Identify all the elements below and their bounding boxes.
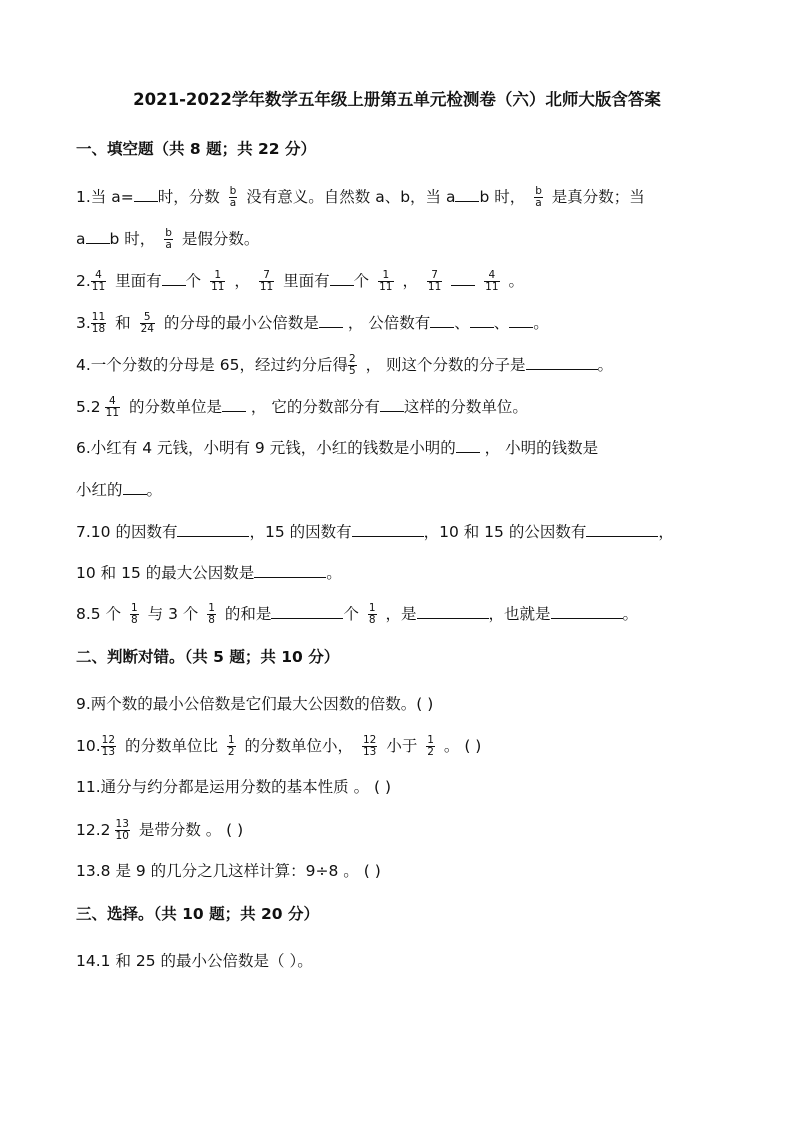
question-12: 12.2 $\frac{13}{10}$ 是带分数 。 ( ): [76, 818, 244, 842]
fraction: $\frac{7}{11}$: [259, 269, 274, 293]
fraction: $\frac{5}{24}$: [140, 311, 154, 335]
fraction: $\frac{1}{8}$: [131, 602, 138, 626]
answer-blank[interactable]: [271, 603, 343, 619]
question-1-line-2: a b 时， $\frac{b}{a}$ 是假分数。: [76, 227, 260, 251]
answer-blank[interactable]: [586, 521, 658, 537]
fraction: $\frac{b}{a}$: [229, 185, 237, 209]
question-7-line-2: 10 和 15 的最大公因数是 。: [76, 564, 342, 582]
answer-blank[interactable]: [509, 312, 533, 328]
fraction: $\frac{12}{13}$: [101, 734, 116, 758]
fraction: $\frac{1}{2}$: [427, 734, 434, 758]
answer-blank[interactable]: [254, 562, 326, 578]
fraction: $\frac{1}{8}$: [368, 602, 376, 626]
fraction: $\frac{1}{11}$: [211, 269, 225, 293]
fraction: $\frac{1}{2}$: [227, 734, 235, 758]
answer-blank[interactable]: [162, 270, 186, 286]
question-2: 2. $\frac{4}{11}$ 里面有 个 $\frac{1}{11}$ ， $\frac{7}{11}$ 里面有 个 $\frac{1}{11}$ ， $\frac{7}{11}$ $\frac{4}{11}$ 。: [76, 269, 524, 293]
question-1-line-1: 1.当 a= 时，分数 $\frac{b}{a}$ 没有意义。自然数 a、b，当 a b 时， $\frac{b}{a}$ 是真分数；当: [76, 185, 645, 209]
answer-blank[interactable]: [456, 437, 480, 453]
question-6-line-1: 6.小红有 4 元钱，小明有 9 元钱，小红的钱数是小明的 ， 小明的钱数是: [76, 439, 599, 457]
answer-blank[interactable]: [551, 603, 623, 619]
fraction: $\frac{12}{13}$: [363, 734, 377, 758]
question-6-line-2: 小红的 。: [76, 481, 163, 499]
answer-blank[interactable]: [330, 270, 354, 286]
fraction: $\frac{11}{18}$: [91, 311, 106, 335]
answer-blank[interactable]: [123, 479, 147, 495]
answer-blank[interactable]: [319, 312, 343, 328]
fraction: $\frac{2}{5}$: [348, 353, 356, 377]
question-13: 13.8 是 9 的几分之几这样计算：9÷8 。 ( ): [76, 862, 381, 880]
section-true-false: 二、判断对错。（共 5 题；共 10 分）: [76, 648, 340, 666]
question-3: 3. $\frac{11}{18}$ 和 $\frac{5}{24}$ 的分母的最小公倍数是 ， 公倍数有 、 、 。: [76, 311, 549, 335]
fraction: $\frac{b}{a}$: [165, 227, 172, 251]
question-5: 5.2 $\frac{4}{11}$ 的分数单位是 ， 它的分数部分有 这样的分数单位。: [76, 395, 528, 419]
fraction: $\frac{1}{11}$: [379, 269, 393, 293]
answer-blank[interactable]: [470, 312, 494, 328]
answer-blank[interactable]: [222, 396, 246, 412]
answer-blank[interactable]: [526, 354, 598, 370]
answer-blank[interactable]: [455, 186, 479, 202]
section-choice: 三、选择。（共 10 题；共 20 分）: [76, 905, 319, 923]
fraction: $\frac{b}{a}$: [535, 185, 542, 209]
fraction: $\frac{4}{11}$: [91, 269, 106, 293]
section-fill-in: 一、填空题（共 8 题；共 22 分）: [76, 140, 316, 158]
answer-blank[interactable]: [134, 186, 158, 202]
question-10: 10. $\frac{12}{13}$ 的分数单位比 $\frac{1}{2}$ 的分数单位小， $\frac{12}{13}$ 小于 $\frac{1}{2}$ 。 ( ): [76, 734, 482, 758]
question-11: 11.通分与约分都是运用分数的基本性质 。 ( ): [76, 778, 392, 796]
fraction: $\frac{4}{11}$: [485, 269, 499, 293]
page-title: 2021-2022学年数学五年级上册第五单元检测卷（六）北师大版含答案: [133, 90, 661, 109]
fraction: $\frac{13}{10}$: [115, 818, 129, 842]
question-14: 14.1 和 25 的最小公倍数是（ ）。: [76, 952, 313, 970]
answer-blank[interactable]: [352, 521, 424, 537]
answer-blank[interactable]: [417, 603, 489, 619]
question-8: 8.5 个 $\frac{1}{8}$ 与 3 个 $\frac{1}{8}$ 的和是 个 $\frac{1}{8}$ ，是 ，也就是 。: [76, 602, 639, 626]
answer-blank[interactable]: [177, 521, 249, 537]
fraction: $\frac{4}{11}$: [105, 395, 120, 419]
fraction: $\frac{7}{11}$: [427, 269, 442, 293]
answer-blank[interactable]: [86, 228, 110, 244]
question-4: 4.一个分数的分母是 65，经过约分后得 $\frac{2}{5}$ ， 则这个分数的分子是 。: [76, 353, 614, 377]
question-9: 9.两个数的最小公倍数是它们最大公因数的倍数。( ): [76, 695, 434, 713]
answer-blank[interactable]: [380, 396, 404, 412]
fraction: $\frac{1}{8}$: [208, 602, 215, 626]
answer-blank[interactable]: [451, 270, 475, 286]
answer-blank[interactable]: [430, 312, 454, 328]
question-7-line-1: 7.10 的因数有 ，15 的因数有 ，10 和 15 的公因数有 ，: [76, 523, 674, 541]
